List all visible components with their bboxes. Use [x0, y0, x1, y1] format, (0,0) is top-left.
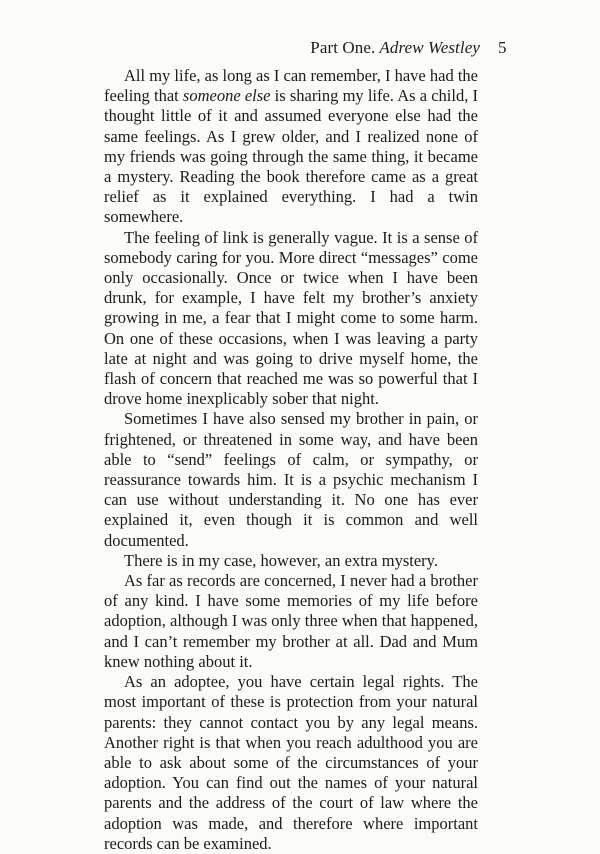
- paragraph: As an adoptee, you have certain legal rights. The most important of these is protection from your natural parents: they cannot contact you by any legal means. Another right is that when you reach adulthood you are able to ask about some of the circumstances of your adoption. You can find out the names of your natural parents and the address of the court of law where the adoption was made, and therefore where important records can be examined.: [104, 672, 478, 853]
- paragraph: As far as records are concerned, I never had a brother of any kind. I have some memories of my life before adoption, although I was only three when that happened, and I can’t remember my brother at all. Dad and Mum knew nothing about it.: [104, 571, 478, 671]
- page-number: 5: [498, 38, 507, 57]
- paragraph: The feeling of link is generally vague. It is a sense of somebody caring for you. More direct “messages” come only occasionally. Once or twice when I have been drunk, for example, I have felt my brother’s anxiety growing in me, a fear that I might come to some harm. On one of these occasions, when I was leaving a party late at night and was going to drive myself home, the flash of concern that reached me was so powerful that I drove home inexplicably sober that night.: [104, 227, 478, 409]
- header-section: Part One.: [310, 38, 376, 57]
- paragraph: There is in my case, however, an extra mystery.: [124, 550, 438, 570]
- body-text: [104, 66, 478, 854]
- running-header: [310, 38, 507, 58]
- paragraph-text: All my life, as long as I can remember, I have had the feeling that: [104, 66, 478, 106]
- paragraph-text: is sharing my life. As a child, I thought little of it and assumed everyone else had the same feelings. As I grew older, and I realized none of my friends was going through the same thing, it became a mystery. Reading the book therefore came as a great relief as it explained everything. I had a twin somewhere.: [104, 86, 478, 227]
- emphasis-text: someone else: [182, 86, 271, 106]
- header-chapter-title: Adrew Westley: [379, 38, 480, 57]
- paragraph: Sometimes I have also sensed my brother in pain, or frightened, or threatened in some way, and have been able to “send” feelings of calm, or sympathy, or reassurance towards him. It is a psychic mechanism I can use without understanding it. No one has ever explained it, even though it is common and well documented.: [104, 409, 478, 550]
- paragraph: [104, 66, 478, 228]
